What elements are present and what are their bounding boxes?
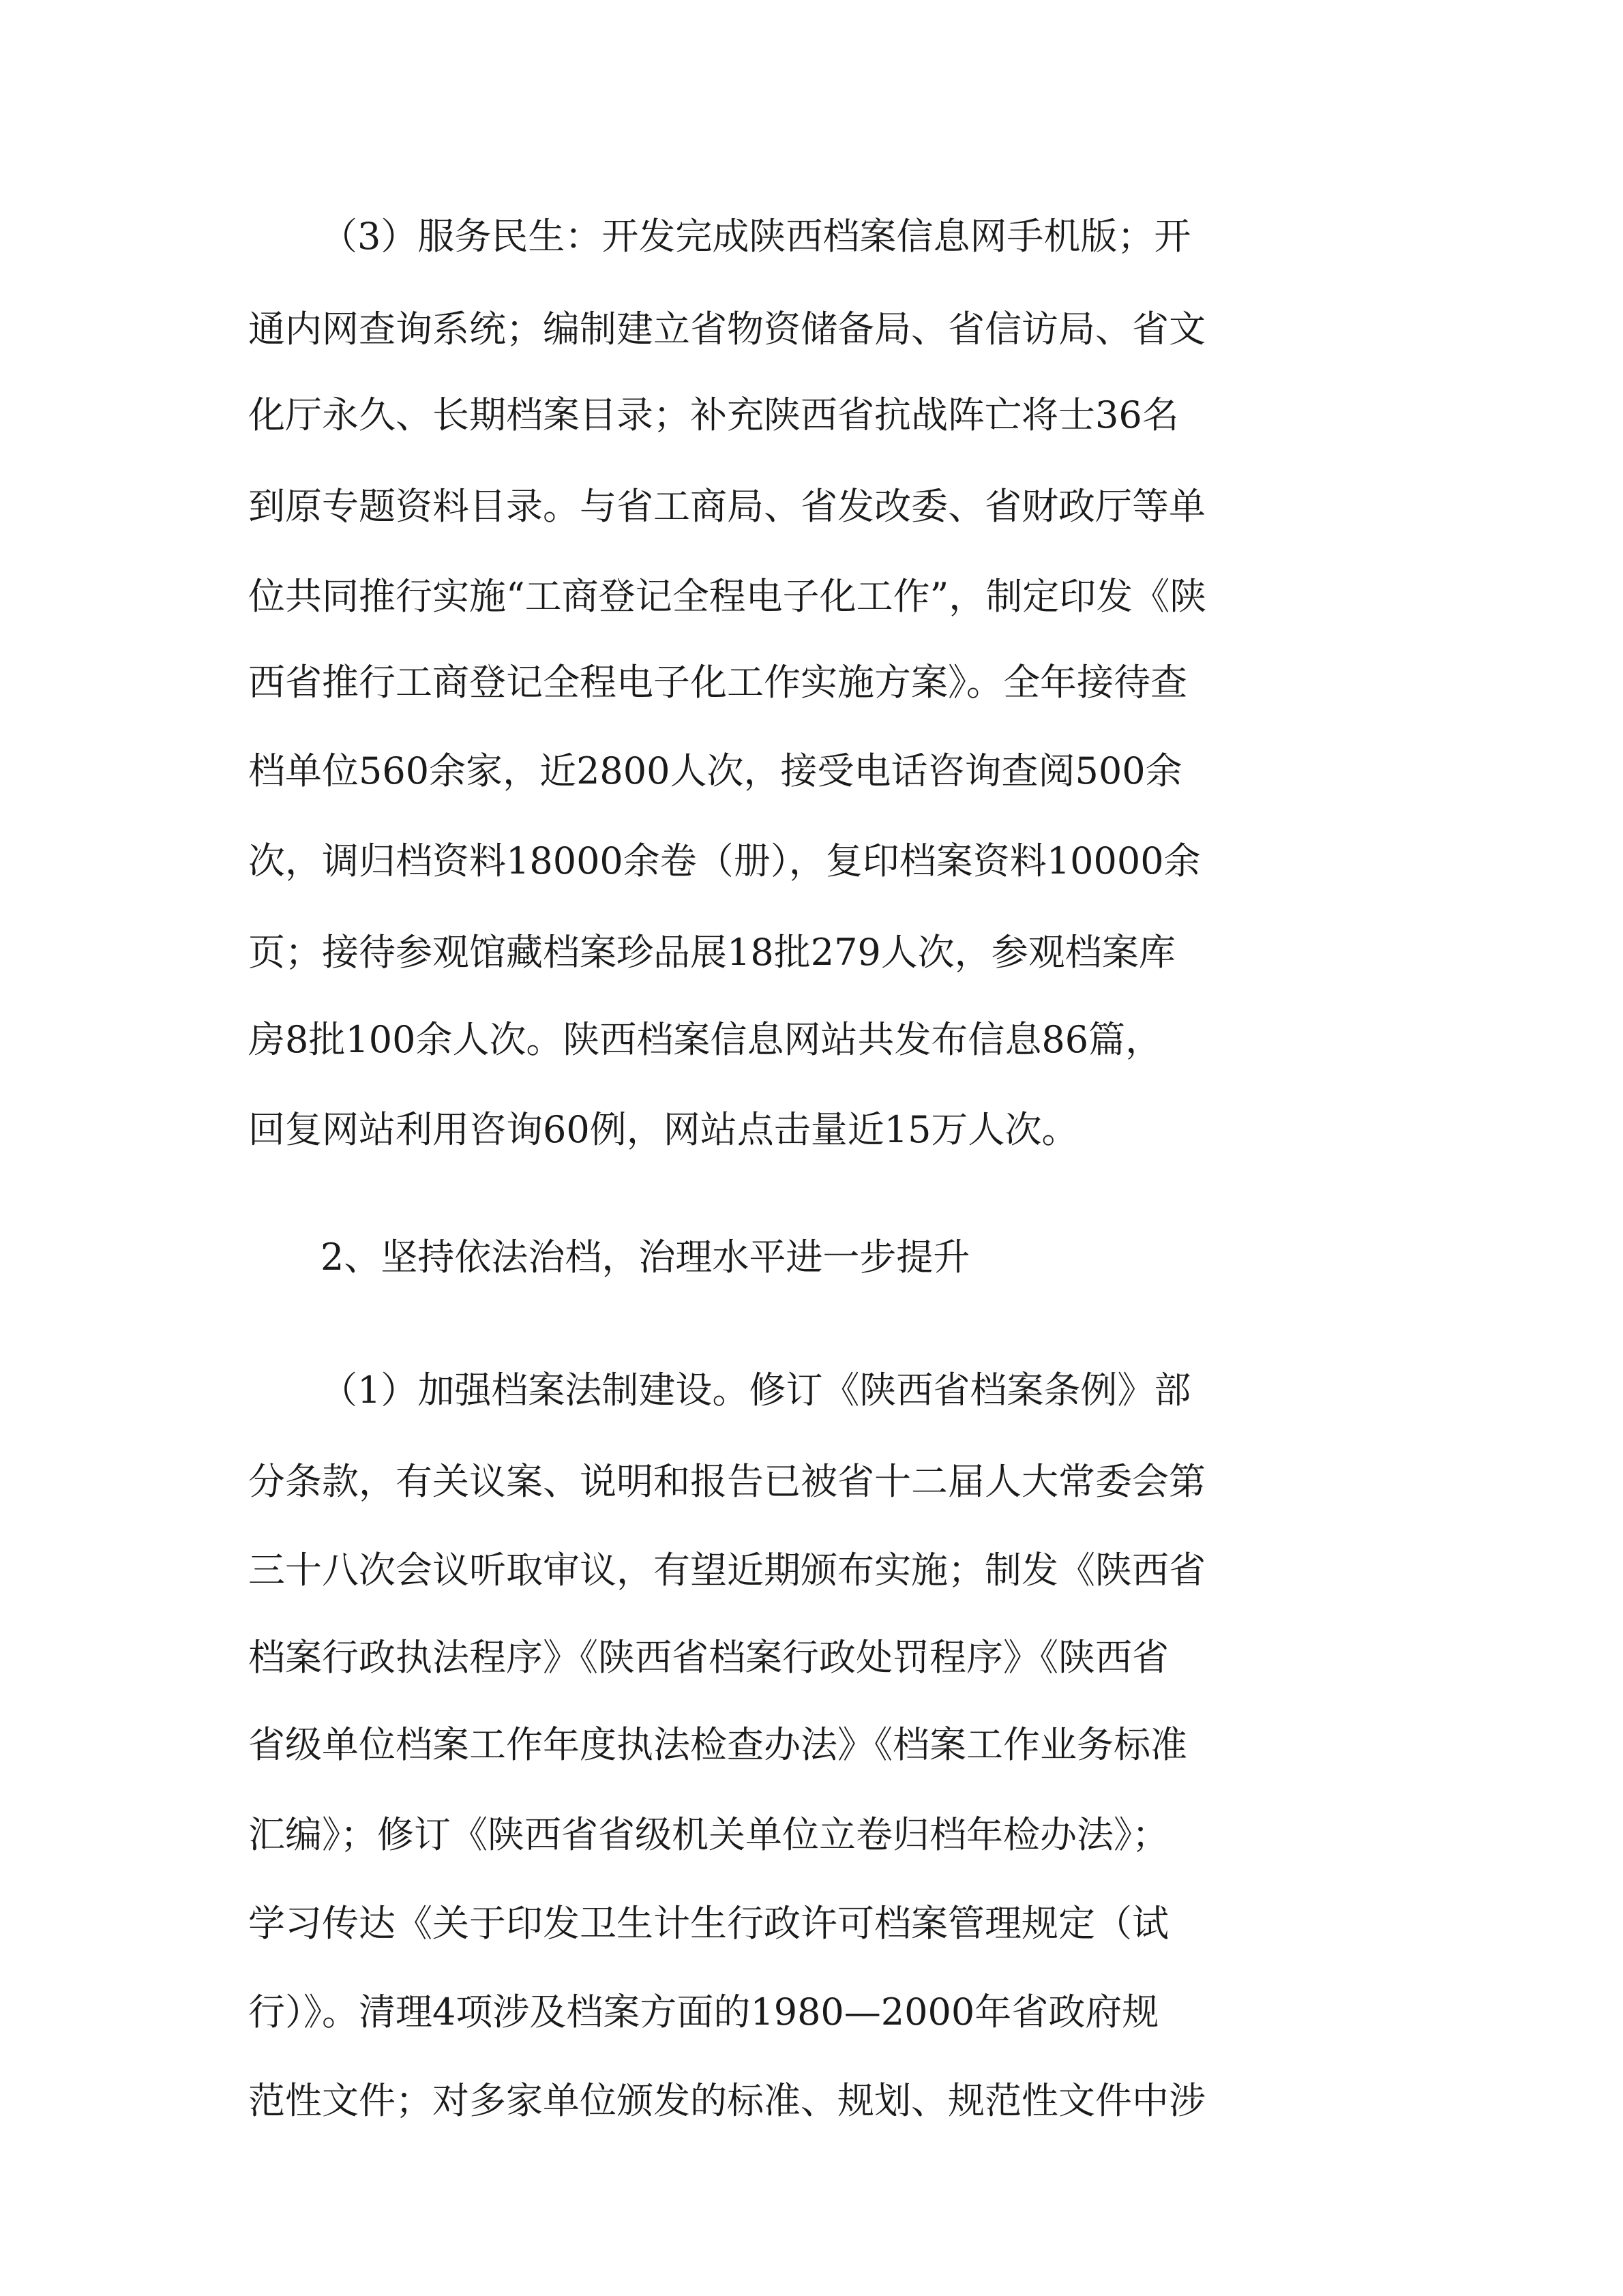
service-para-line-2: 通内网查询系统；编制建立省物资储备局、省信访局、省文 xyxy=(248,308,1206,351)
service-para-line-11: 回复网站利用咨询60例，网站点击量近15万人次。 xyxy=(248,1108,1079,1151)
service-para-line-1: （3）服务民生：开发完成陕西档案信息网手机版；开 xyxy=(321,215,1191,258)
service-para-line-10: 房8批100余人次。陕西档案信息网站共发布信息86篇， xyxy=(248,1018,1163,1061)
service-para-line-5: 位共同推行实施“工商登记全程电子化工作”，制定印发《陕 xyxy=(248,575,1207,618)
law-para-line-1: （1）加强档案法制建设。修订《陕西省档案条例》部 xyxy=(321,1369,1191,1412)
law-para-line-5: 省级单位档案工作年度执法检查办法》《档案工作业务标准 xyxy=(248,1723,1187,1766)
section-heading: 2、坚持依法治档，治理水平进一步提升 xyxy=(321,1236,970,1279)
law-para-line-2: 分条款，有关议案、说明和报告已被省十二届人大常委会第 xyxy=(248,1460,1206,1503)
law-para-line-6: 汇编》；修订《陕西省省级机关单位立卷归档年检办法》； xyxy=(248,1813,1169,1856)
law-para-line-3: 三十八次会议听取审议，有望近期颁布实施；制发《陕西省 xyxy=(248,1549,1206,1592)
service-para-line-8: 次，调归档资料18000余卷（册），复印档案资料10000余 xyxy=(248,839,1201,882)
law-para-line-9: 范性文件；对多家单位颁发的标准、规划、规范性文件中涉 xyxy=(248,2079,1206,2122)
service-para-line-6: 西省推行工商登记全程电子化工作实施方案》。全年接待查 xyxy=(248,661,1187,704)
service-para-line-3: 化厅永久、长期档案目录；补充陕西省抗战阵亡将士36名 xyxy=(248,393,1179,436)
law-para-line-8: 行）》。清理4项涉及档案方面的1980—2000年省政府规 xyxy=(248,1991,1159,2033)
service-para-line-9: 页；接待参观馆藏档案珍品展18批279人次，参观档案库 xyxy=(248,931,1176,974)
service-para-line-4: 到原专题资料目录。与省工商局、省发改委、省财政厅等单 xyxy=(248,485,1206,528)
law-para-line-7: 学习传达《关于印发卫生计生行政许可档案管理规定（试 xyxy=(248,1902,1169,1945)
law-para-line-4: 档案行政执法程序》《陕西省档案行政处罚程序》《陕西省 xyxy=(248,1636,1169,1679)
service-para-line-7: 档单位560余家，近2800人次，接受电话咨询查阅500余 xyxy=(248,749,1182,792)
